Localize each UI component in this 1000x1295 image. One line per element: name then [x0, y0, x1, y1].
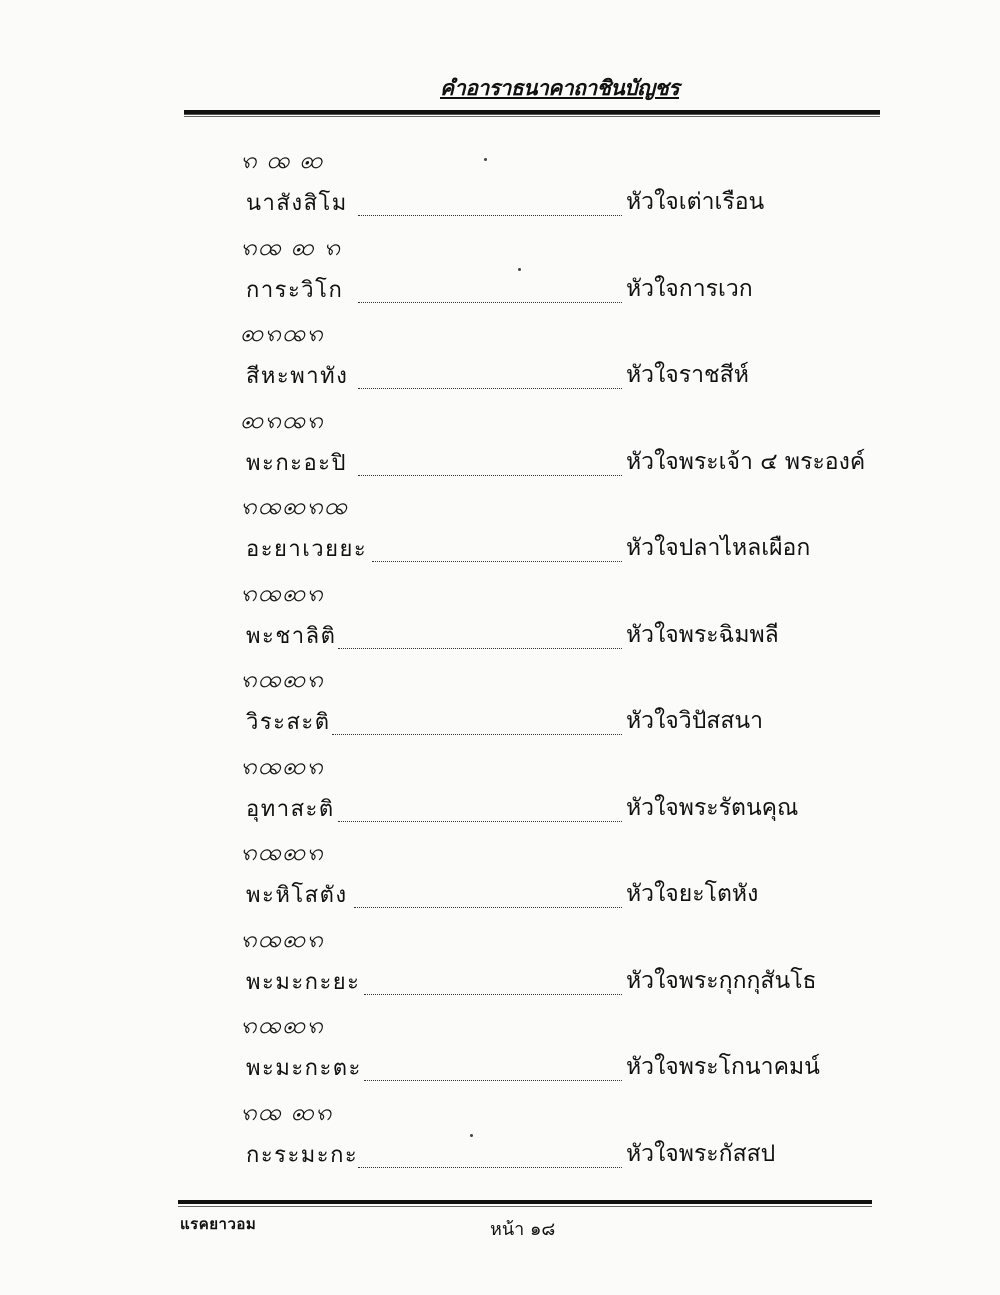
verse-text: พะมะกะยะ	[246, 969, 361, 995]
verse-meaning: หัวใจพระฉิมพลี	[626, 621, 779, 648]
script-line: ꩫ ꩪ ꩧ	[240, 146, 324, 174]
verse-row	[246, 705, 846, 745]
header-rule	[184, 110, 880, 115]
dotted-leader	[338, 821, 622, 822]
verse-row	[246, 1051, 846, 1091]
verse-meaning: หัวใจปลาไหลเผือก	[626, 535, 811, 561]
verse-meaning: หัวใจพระกัสสป	[626, 1140, 776, 1167]
script-line: ꩧꩫꩪꩫ	[240, 405, 324, 434]
verse-meaning: หัวใจพระโกนาคมน์	[626, 1054, 820, 1080]
page-header-title: คำอาราธนาคาถาชินบัญชร	[440, 76, 679, 100]
script-line: ꩫꩪꩧꩫ	[240, 924, 324, 953]
verse-row	[246, 186, 846, 226]
dotted-leader	[358, 1167, 622, 1168]
verse-meaning: หัวใจราชสีห์	[626, 362, 749, 388]
verse-meaning: หัวใจเต่าเรือน	[626, 189, 765, 215]
verse-meaning: หัวใจวิปัสสนา	[626, 708, 764, 734]
script-line: ꩫꩪ ꩧ ꩫ	[240, 232, 342, 261]
dotted-leader	[354, 907, 622, 908]
dotted-leader	[358, 388, 622, 389]
scan-speck	[470, 1134, 473, 1137]
verse-meaning: หัวใจพระกุกกุสันโธ	[626, 967, 817, 994]
script-line: ꩫꩪꩧꩫ	[240, 578, 324, 607]
script-line: ꩧꩫꩪꩫ	[240, 319, 324, 347]
verse-text: สีหะพาทัง	[246, 364, 349, 389]
scan-speck	[518, 268, 521, 271]
dotted-leader	[338, 648, 622, 649]
publisher-logo: แรคยาวอม	[180, 1215, 257, 1233]
verse-row	[246, 619, 846, 659]
script-line: ꩫꩪꩧꩫ	[240, 838, 324, 866]
verse-meaning: หัวใจพระรัตนคุณ	[626, 794, 799, 821]
verse-text: พะกะอะปิ	[246, 450, 347, 476]
scan-speck	[484, 158, 487, 161]
verse-text: วิระสะติ	[246, 710, 331, 735]
footer-rule	[178, 1200, 872, 1204]
verse-row	[246, 273, 846, 313]
dotted-leader	[364, 994, 622, 995]
verse-text: การะวิโก	[246, 277, 344, 303]
header-rule-thin	[184, 116, 880, 117]
footer-rule-thin	[178, 1206, 872, 1207]
verse-meaning: หัวใจพระเจ้า ๔ พระองค์	[626, 448, 866, 475]
verse-meaning: หัวใจยะโตหัง	[626, 881, 759, 907]
verse-row	[246, 792, 846, 832]
verse-meaning: หัวใจการเวก	[626, 275, 753, 302]
script-line: ꩫꩪꩧꩫꩪ	[240, 492, 349, 520]
dotted-leader	[358, 475, 622, 476]
verse-text: พะชาลิติ	[246, 623, 337, 649]
verse-text: อุทาสะติ	[246, 796, 335, 822]
verse-row	[246, 878, 846, 918]
dotted-leader	[332, 734, 622, 735]
verse-row	[246, 1138, 846, 1178]
script-line: ꩫꩪꩧꩫ	[240, 665, 324, 693]
verse-row	[246, 965, 846, 1005]
page-number: หน้า ๑๘	[490, 1219, 556, 1240]
verse-text: พะมะกะตะ	[246, 1056, 362, 1081]
verse-row	[246, 446, 866, 486]
verse-text: กะระมะกะ	[246, 1142, 359, 1168]
verse-text: นาสังสิโม	[246, 191, 348, 216]
script-line: ꩫꩪꩧꩫ	[240, 1011, 324, 1039]
dotted-leader	[372, 561, 622, 562]
verse-row	[246, 359, 846, 399]
verse-text: พะหิโสตัง	[246, 883, 348, 908]
script-line: ꩫꩪ ꩧꩫ	[240, 1097, 333, 1126]
dotted-leader	[364, 1080, 622, 1081]
script-line: ꩫꩪꩧꩫ	[240, 751, 324, 780]
verse-text: อะยาเวยยะ	[246, 537, 368, 562]
dotted-leader	[358, 302, 622, 303]
verse-row	[246, 532, 846, 572]
dotted-leader	[358, 215, 622, 216]
